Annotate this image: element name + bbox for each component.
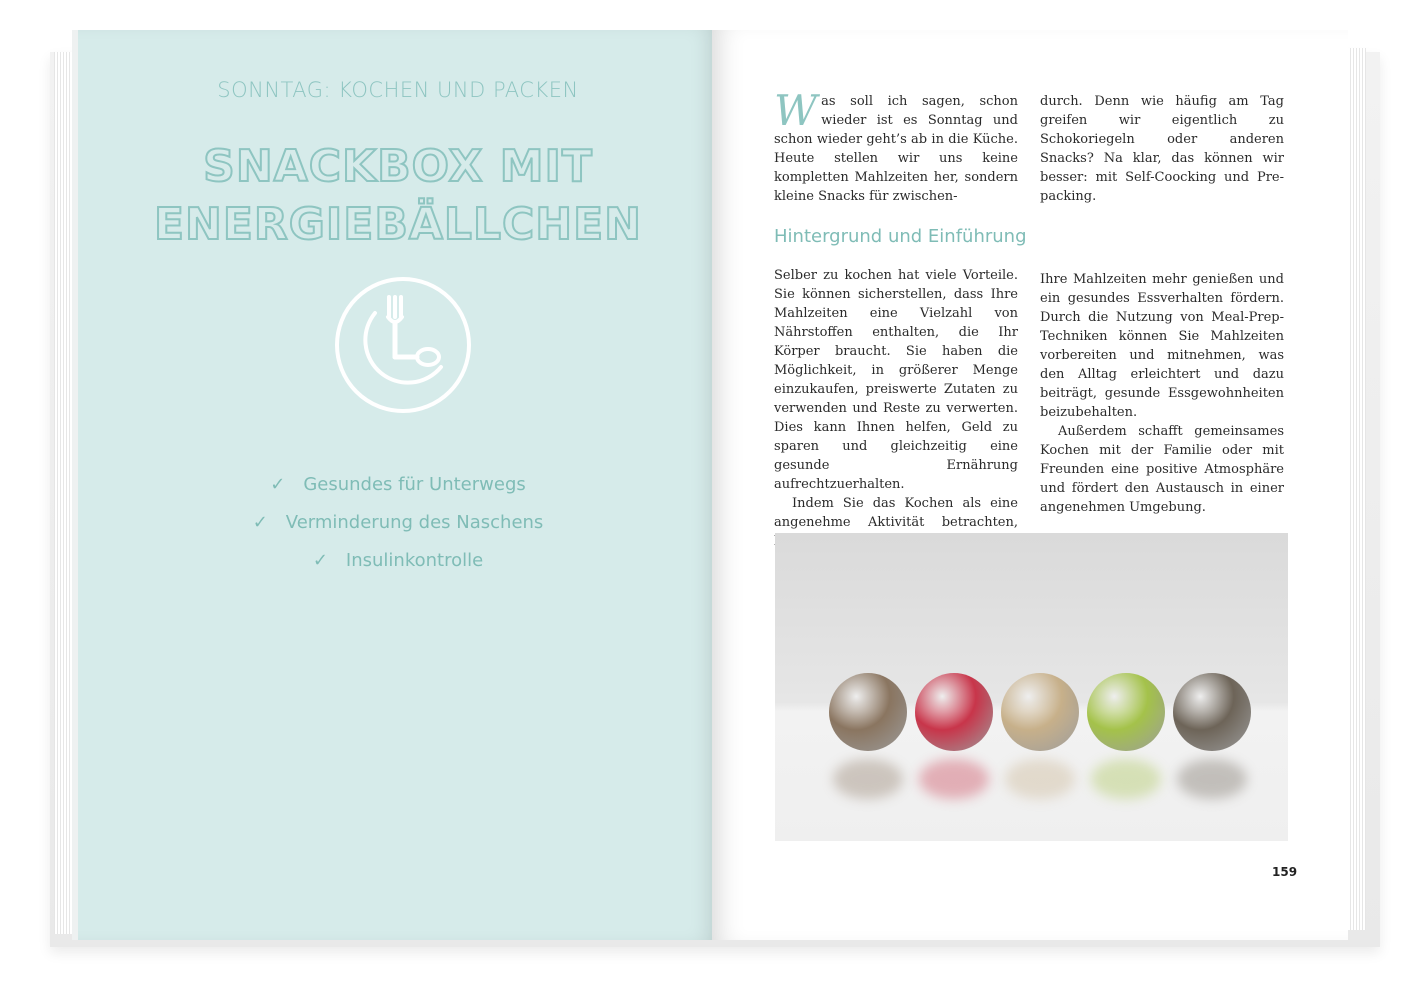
benefit-label: Verminderung des Naschens — [285, 512, 544, 533]
intro-text-1: as soll ich sagen, schon wieder ist es Sonntag und schon wieder geht’s ab in die Küche. Heute stellen wir uns keine kompletten Mahlzeiten her, sondern kleine Snacks für zwischen- — [774, 94, 1018, 204]
benefit-item — [78, 546, 718, 584]
chapter-headline — [78, 138, 718, 254]
headline-line-2: ENERGIEBÄLLCHEN — [153, 199, 643, 250]
body-paragraph: Indem Sie das Kochen als eine angenehme Aktivität betrachten, — [774, 496, 1018, 530]
checkmark-icon: ✓ — [312, 550, 328, 571]
body-column-2 — [1040, 270, 1284, 517]
energy-ball-reflection — [833, 759, 903, 799]
energy-balls-photo — [775, 533, 1288, 841]
page-stack-right — [1348, 48, 1366, 930]
benefit-item — [78, 470, 718, 508]
body-column-1 — [774, 266, 1018, 551]
intro-text-2: durch. Denn wie häufig am Tag greifen wir eigentlich zu Schokoriegeln oder anderen Snacks? Na klar, das können wir besser: mit Self-Coocking und Pre-packing. — [1040, 94, 1284, 204]
intro-column-1 — [774, 86, 1018, 206]
page-number: 159 — [1272, 865, 1298, 879]
headline-line-1: SNACKBOX MIT — [203, 141, 593, 192]
section-heading: Hintergrund und Einführung — [774, 226, 1027, 247]
benefit-item — [78, 508, 718, 546]
page-stack-left — [54, 52, 72, 934]
energy-ball-reflection — [1177, 759, 1247, 799]
energy-ball-reflection — [1091, 759, 1161, 799]
benefit-label: Insulinkontrolle — [345, 550, 484, 571]
energy-ball-reflection — [919, 759, 989, 799]
checkmark-icon: ✓ — [270, 474, 286, 495]
benefit-label: Gesundes für Unterwegs — [303, 474, 526, 495]
left-page — [72, 30, 718, 940]
energy-ball — [915, 673, 993, 751]
dropcap-letter: W — [774, 86, 818, 135]
plate-fork-spoon-icon — [333, 275, 473, 415]
energy-ball — [1001, 673, 1079, 751]
body-paragraph: Selber zu kochen hat viele Vorteile. Sie können sicherstellen, dass Ihre Mahlzeiten eine Vielzahl von Nährstoffen enthalten, die Ihr Körper braucht. Sie haben die Möglichkeit, in größerer Menge einzukaufen, preiswerte Zutaten zu verwenden und Reste zu verwerten. Dies kann Ihnen helfen, Geld zu sparen und gleichzeitig eine gesunde Ernährung aufrechtzuerhalten. — [774, 268, 1018, 492]
body-paragraph: Ihre Mahlzeiten mehr genießen und ein gesundes Essverhalten fördern. Durch die Nutzung von Meal-Prep-Techniken können Sie Mahlzeiten vorbereiten und mitnehmen, was den Alltag erleichtert und dazu beiträgt, gesunde Essgewohnheiten beizubehalten. — [1040, 272, 1284, 420]
checkmark-icon: ✓ — [252, 512, 268, 533]
benefit-list — [78, 470, 718, 584]
right-page — [712, 30, 1348, 940]
body-paragraph: Außerdem schafft gemeinsames Kochen mit der Familie oder mit Freunden eine positive Atmosphäre und fördert den Austausch in einer angenehmen Umgebung. — [1040, 424, 1284, 515]
energy-ball — [1173, 673, 1251, 751]
energy-ball — [1087, 673, 1165, 751]
chapter-kicker: SONNTAG: KOCHEN UND PACKEN — [217, 78, 579, 102]
energy-ball — [829, 673, 907, 751]
intro-column-2 — [1040, 92, 1284, 206]
energy-ball-reflection — [1005, 759, 1075, 799]
